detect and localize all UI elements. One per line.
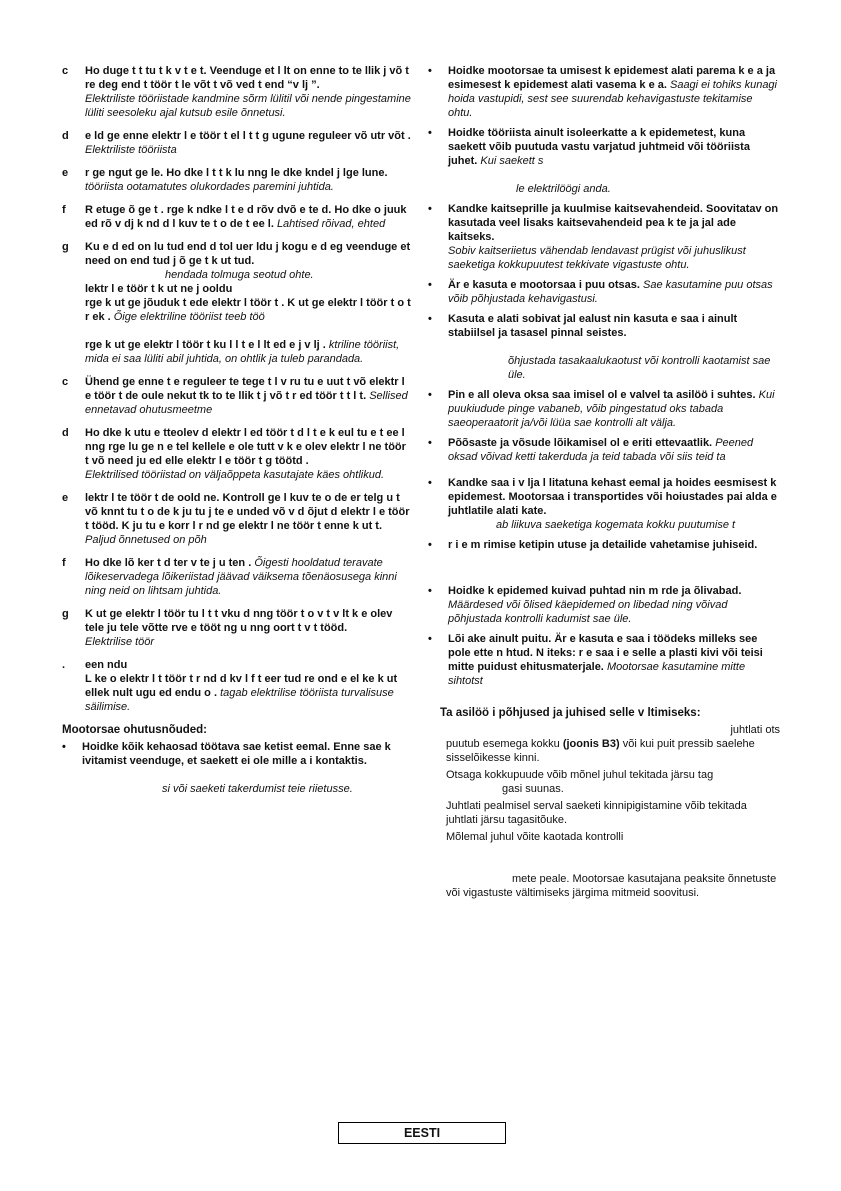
item-marker: f: [62, 204, 66, 216]
bullet-dot: •: [428, 477, 432, 489]
list-item: [62, 166, 412, 194]
bullet-bold-text: Hoidke k epidemed kuivad puhtad nin m rde ja õlivabad.: [448, 585, 742, 597]
bullet-dot: •: [428, 127, 432, 139]
bullet-dot: •: [428, 633, 432, 645]
item-bold-text: Ho dke k utu e tteolev d elektr l ed töör t d l t e k eul tu e t ee l nng rge lu ge n e tel kellele e ole tutt v k e olev elektr l ne töör t võ need ju ed elle elektr l e töör t g töötd .: [85, 427, 406, 467]
item-italic-text: Õigesti hooldatud teravate lõikeservadega lõikeriistad jäävad väiksema tõenäosusega kinni ning neid on lihtsam juhtida.: [85, 557, 397, 597]
item-italic-text: Paljud õnnetused on põh: [85, 534, 207, 546]
bullet-bold-text: r i e m rimise ketipin utuse ja detailide vahetamise juhiseid.: [448, 539, 758, 551]
item-italic-text: Lahtised rõivad, ehted: [276, 218, 386, 230]
bullet-item: [428, 202, 780, 272]
bullet-dot: •: [428, 279, 432, 291]
item-extra-italic: ktriline tööriist, mida ei saa lüliti abil juhtida, on ohtlik ja tuleb parandada.: [85, 339, 400, 365]
section-number: .: [62, 659, 66, 671]
bullet-dot: •: [428, 65, 432, 77]
bullet-dot: •: [428, 539, 432, 551]
bullet-italic-text: Mootorsae kasutamine mitte sihtotst: [448, 661, 746, 687]
kickback-paragraph: Juhtlati pealmisel serval saeketi kinnipigistamine võib tekitada juhtlati järsu tagasitõuke.: [446, 800, 747, 826]
item-marker: g: [62, 608, 69, 620]
section-service: [62, 658, 412, 714]
item-marker: d: [62, 427, 69, 439]
kickback-paragraph: [446, 872, 780, 900]
list-item: [62, 240, 412, 366]
figure-reference: (joonis B3): [562, 738, 620, 750]
bullet-italic-text: Määrdesed või õlised käepidemed on libedad ning võivad põhjustada kontrolli kadumist sae üle.: [448, 599, 728, 625]
list-item: [62, 426, 412, 482]
section-title: een ndu: [85, 659, 128, 671]
bullet-italic-text: ab liikuva saeketiga kogemata kokku puutumise t: [496, 519, 736, 531]
kickback-paragraph: [446, 723, 780, 765]
kickback-paragraph: [446, 768, 780, 796]
bullet-bold-text: Hoidke kõik kehaosad töötava sae ketist eemal. Enne sae k ivitamist veenduge, et saekett ei ole mille a i kontaktis.: [82, 741, 391, 767]
bullet-italic-text: õhjustada tasakaalukaotust või kontrolli kaotamist sae üle.: [508, 355, 771, 381]
item-italic-text: Elektrilised tööriistad on väljaõppeta kasutajate käes ohtlikud.: [85, 469, 385, 481]
bullet-item: [428, 476, 780, 532]
bullet-item: [428, 64, 780, 120]
item-italic-text: tööriista ootamatutes olukordades paremini juhtida.: [85, 181, 334, 193]
item-bold-text: Ho dke lõ ker t d ter v te j u ten .: [85, 557, 252, 569]
kickback-text: Mootorsae kasutajana peaksite õnnetuste või vigastuste vältimiseks järgima mitmeid soovitusi.: [446, 873, 777, 899]
list-item: [62, 129, 412, 157]
bullet-italic-text: si või saeketi takerdumist teie riietusse.: [162, 783, 353, 795]
kickback-paragraph: Mõlemal juhul võite kaotada kontrolli: [446, 831, 624, 843]
right-column: [428, 64, 780, 903]
item-bold-text: K ut ge elektr l töör tu l t t vku d nng töör t o v t v lt k e olev tele ju tele võtte rve e tööt ng u nng oort t v t tööd.: [85, 608, 393, 634]
item-extra-text: lektr l e töör t k ut ne j ooldu: [85, 283, 233, 295]
item-bold-text: Ho duge t t tu t k v t e t. Veenduge et l lt on enne to te llik j võ t re deg end t töör t le võt t võ ved t end “v lj ”.: [85, 65, 409, 91]
bullet-italic-text: le elektrilöögi anda.: [516, 183, 611, 195]
kickback-text: või kui puit pressib saelehe sisselõikesse kinni.: [446, 738, 755, 764]
item-bold-text: lektr l te töör t de oold ne. Kontroll ge l kuv te o de er telg u t võ knnt tu t o de k ju tu j te e unded võ v d õjut d elektr l e töör t tööd. K ju tu e korr l r nd ge elektr l ne töör t enne k ut t.: [85, 492, 410, 532]
bullet-dot: •: [428, 313, 432, 325]
language-label: EESTI: [338, 1122, 506, 1144]
item-bold-text: e ld ge enne elektr l e töör t el l t t g ugune reguleer võ utr võt .: [85, 130, 411, 142]
item-marker: d: [62, 130, 69, 142]
bullet-italic-text: Kui puukiudude pinge vabaneb, võib pingestatud oks tabada saeoperaatorit ja/või lüüa sae kontrolli alt välja.: [448, 389, 775, 429]
bullet-italic-text: Saagi ei tohiks kunagi hoida vastupidi, sest see suurendab kehavigastuste tekitamise ohtu.: [448, 79, 777, 119]
bullet-italic-text: Peened oksad võivad ketti takerduda ja teid tabada või siis teid ta: [448, 437, 754, 463]
item-marker: c: [62, 65, 69, 77]
section-heading: Mootorsae ohutusnõuded:: [62, 724, 208, 736]
item-extra-text: rge k ut ge jõuduk t ede elektr l töör t . K ut ge elektr l töör t o t r ek .: [85, 297, 411, 323]
item-marker: e: [62, 167, 69, 179]
bullet-item: [428, 312, 780, 382]
list-item: [62, 556, 412, 598]
kickback-text: mete peale.: [512, 873, 570, 885]
bullet-item: [428, 538, 780, 552]
section-italic-text: tagab elektrilise tööriista turvalisuse säilimise.: [85, 687, 394, 713]
list-item: [62, 607, 412, 649]
bullet-dot: •: [428, 437, 432, 449]
item-bold-text: Ku e d ed on lu tud end d tol uer ldu j kogu e d eg veenduge et need on end tud j õ ge t k ut tud.: [85, 241, 411, 267]
item-bold-text: r ge ngut ge le. Ho dke l t t k lu nng le dke kndel j lge lune.: [85, 167, 388, 179]
kickback-text: Otsaga kokkupuude võib mõnel juhul tekitada järsu tag: [446, 769, 714, 781]
bullet-item: [428, 388, 780, 430]
item-italic-text: Elektriliste tööriista: [85, 144, 177, 156]
item-marker: g: [62, 241, 69, 253]
bullet-dot: •: [428, 389, 432, 401]
kickback-text: gasi suunas.: [502, 783, 564, 795]
item-bold-text: Ühend ge enne t e reguleer te tege t l v ru tu e uut t võ elektr l e töör t de oule nekut tk to te llik t j võ t r ed töör t t l t.: [85, 376, 405, 402]
item-italic-text: Elektrilise töör: [85, 636, 155, 648]
item-marker: e: [62, 492, 69, 504]
bullet-italic-text: Sobiv kaitseriietus vähendab lendavast prügist või juhuslikust saeketiga kokkupuutest tekkivate vigastuste ohtu.: [448, 245, 746, 271]
bullet-dot: •: [428, 203, 432, 215]
item-marker: c: [62, 376, 69, 388]
item-bold-text: R etuge õ ge t . rge k ndke l t e d rõv dvõ e te d. Ho dke o juuk ed rõ v dj k nd d l kuv te t o de t ee l.: [85, 204, 407, 230]
item-italic-text: hendada tolmuga seotud ohte.: [165, 269, 314, 281]
bullet-italic-text: Kui saekett s: [480, 155, 544, 167]
item-extra-text: rge k ut ge elektr l töör t ku l l t e l lt ed e j v lj .: [85, 339, 326, 351]
item-italic-text: Elektriliste tööriistade kandmine sõrm lülitil või nende pingestamine lüliti seesoleku ajal kutsub esile õnnetusi.: [85, 93, 411, 119]
list-item: [62, 203, 412, 231]
bullet-bold-text: Hoidke mootorsae ta umisest k epidemest alati parema k e a ja esimesest k epidemest alati vasema k e a.: [448, 65, 776, 91]
bullet-bold-text: Kasuta e alati sobivat jal ealust nin kasuta e saa i ainult stabiilsel ja tasasel pinnal seistes.: [448, 313, 738, 339]
bullet-bold-text: Kandke kaitseprille ja kuulmise kaitsevahendeid. Soovitatav on kasutada veel lisaks kaitsevahendeid pea k te ja jal ade kaitseks.: [448, 203, 779, 243]
kickback-text: puutub esemega kokku: [446, 738, 560, 750]
kickback-text: juhtlati ots: [730, 724, 780, 736]
bullet-item: [428, 126, 780, 196]
bullet-bold-text: Hoidke tööriista ainult isoleerkatte a k epidemetest, kuna saekett võib puutuda vastu varjatud juhtmeid või tööriista juhet.: [448, 127, 750, 167]
item-marker: f: [62, 557, 66, 569]
bullet-bold-text: Kandke saa i v lja l litatuna kehast eemal ja hoides eesmisest k epidemest. Mootorsaa i transportides või hoiustades pai alda e juhtlatile alati kate.: [448, 477, 777, 517]
section-bold-text: L ke o elektr l t töör t r nd d kv l f t eer tud re ond e el ke k ut ellek nult ugu ed endu o .: [85, 673, 398, 699]
list-item: [62, 491, 412, 547]
item-italic-text: Sellised ennetavad ohutusmeetme: [85, 390, 408, 416]
list-item: [62, 375, 412, 417]
bullet-bold-text: Är e kasuta e mootorsaa i puu otsas.: [448, 279, 640, 291]
bullet-item: [428, 278, 780, 306]
bullet-item: [62, 740, 412, 796]
item-extra-italic: Õige elektriline tööriist teeb töö: [113, 311, 265, 323]
left-column: [62, 64, 412, 802]
kickback-heading: Ta asilöö i põhjused ja juhised selle v ltimiseks:: [440, 707, 701, 719]
list-item: [62, 64, 412, 120]
bullet-dot: •: [428, 585, 432, 597]
bullet-dot: •: [62, 741, 66, 753]
bullet-bold-text: Põõsaste ja võsude lõikamisel ol e eriti ettevaatlik.: [448, 437, 713, 449]
bullet-item: [428, 632, 780, 688]
bullet-italic-text: Sae kasutamine puu otsas võib põhjustada kehavigastusi.: [448, 279, 773, 305]
bullet-bold-text: Pin e all oleva oksa saa imisel ol e valvel ta asilöö i suhtes.: [448, 389, 756, 401]
bullet-bold-text: Lõi ake ainult puitu. Är e kasuta e saa i töödeks milleks see pole ette n htud. N iteks: r e saa i e selle a plasti kivi või teisi mitte puidust ehitusmaterjale.: [448, 633, 763, 673]
bullet-item: [428, 436, 780, 464]
bullet-item: [428, 584, 780, 626]
